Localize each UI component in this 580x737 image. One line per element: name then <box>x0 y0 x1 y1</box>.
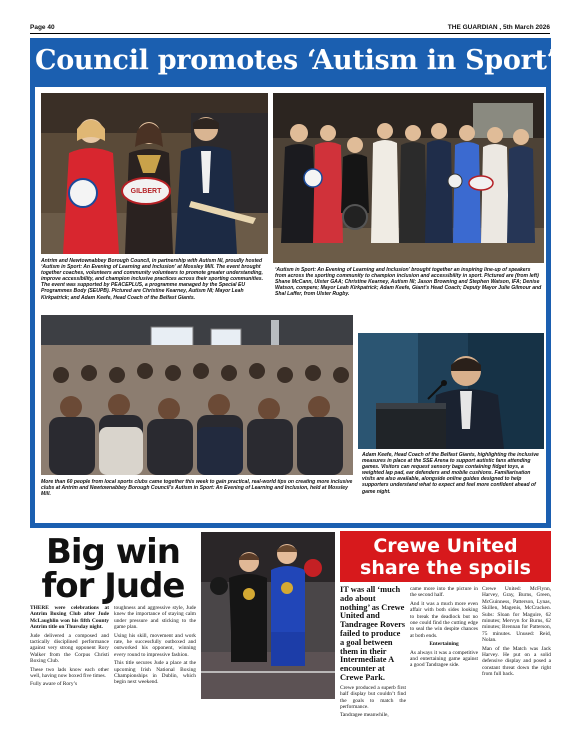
ball-brand-text: GILBERT <box>130 188 162 195</box>
crewe-lead: IT was all ‘much ado about nothing’ as Crewe United and Tandragee Rovers failed to produce a goal between them in their Intermediate A encounter at Crewe Park. <box>340 585 406 682</box>
page-number: Page 40 <box>30 24 55 31</box>
photo-boxers <box>201 532 335 699</box>
issue-date: THE GUARDIAN , 5th March 2026 <box>447 24 550 31</box>
crewe-paragraph: Crewe produced a superb first half display but couldn’t find the goals to match the performance. <box>340 684 406 710</box>
jude-lead: THERE were celebrations at Antrim Boxing Club after Jude McLaughlin won his fifth County Antrim title on Thursday night. <box>30 605 109 631</box>
crewe-paragraph: And it was a much more even affair with both sides looking to break the deadlock but no one could find the cutting edge to seal the win despite chances at both ends. <box>410 600 478 639</box>
crewe-column-3 <box>482 586 551 680</box>
jude-paragraph: toughness and aggressive style, Jude knew the importance of staying calm under pressure and sticking to the game plan. <box>114 605 196 631</box>
feature-box <box>30 38 556 528</box>
caption-photo-1: Antrim and Newtownabbey Borough Council, in partnership with Autism NI, proudly hosted ‘Autism in Sport: An Evening of Learning and Inclusion’ at Mossley Mill. The event brought together coaches, volunteers and community volunteers to promote greater understanding, improve accessibility, and champion inclusive practices across their sporting communities. The event was supported by PEACEPLUS, a programme managed by the Special EU Programmes Body (SEUPB). Pictured are Christine Kearney, Autism NI; Mayor Leah Kirkpatrick; and Adam Keefe, Head Coach of the Belfast Giants. <box>41 258 264 301</box>
page-header <box>30 24 550 34</box>
crewe-headline-line1: Crewe United <box>373 535 518 557</box>
jude-paragraph: Using his skill, movement and work rate, he successfully outboxed and outworked his opponent, winning every round to impressive fashion. <box>114 632 196 658</box>
photo-audience <box>41 315 353 475</box>
crewe-paragraph: Man of the Match was Jack Harvey. He put on a solid defensive display and posed a constant threat down the right from full back. <box>482 645 551 678</box>
caption-photo-2: ‘Autism in Sport: An Evening of Learning and Inclusion’ brought together an inspiring line-up of speakers from across the sporting community to champion inclusion and accessibility in sport. Pictured are (from left) Shane McCann, Ulster GAA; Christine Kearney, Autism NI; Jason Browning and Stephen Watson, IFA; Denise Watson, compere; Mayor Leah Kirkpatrick; Adam Keefe, Giant’s Head Coach; Deputy Mayor Julie Gilmour and Shal Laffer, from Ulster Rugby. <box>275 267 542 298</box>
jude-column-1 <box>30 605 109 690</box>
photo-speakers-group <box>273 93 544 263</box>
crewe-column-2 <box>410 586 478 671</box>
photo-mayor-and-guests <box>41 93 268 254</box>
feature-title: Council promotes ‘Autism in Sport’ <box>35 45 556 76</box>
jude-headline-line1: Big win <box>45 532 180 572</box>
jude-paragraph: This title secures Jude a place at the upcoming Irish National Boxing Championships in Dublin, which begin next weekend. <box>114 660 196 686</box>
crewe-paragraph: came more into the picture in the second half. <box>410 586 478 599</box>
crewe-column-1 <box>340 586 406 721</box>
jude-paragraph: Fully aware of Rory’s <box>30 681 78 688</box>
jude-headline-line2: for Jude <box>41 566 185 606</box>
jude-headline <box>30 532 196 606</box>
caption-photo-3: More than 60 people from local sports clubs came together this week to gain practical, real-world tips on creating more inclusive clubs at Antrim and Newtownabbey Borough Council’s Autism in Sport: An Evening of Learning and Inclusion, held at Mossley Mill. <box>41 479 353 498</box>
crewe-headline-line2: share the spoils <box>360 557 531 579</box>
caption-photo-4: Adam Keefe, Head Coach of the Belfast Giants, highlighting the inclusive measures in place at the SSE Arena to support autistic fans attending games. Visitors can request sensory bags containing fidget toys, a weighted lap pad, ear defenders and mobile cushions. Familiarisation visits are also available, alongside online guides designed to help supporters understand what to expect and feel more confident ahead of game night. <box>358 449 544 498</box>
jude-paragraph: These two lads know each other well, having now boxed five times. <box>30 666 109 680</box>
crewe-subhead: Entertaining <box>429 641 459 648</box>
crewe-headline <box>340 531 551 582</box>
crewe-paragraph: As always it was a competitive and entertaining game against a good Tandragee side. <box>410 649 478 669</box>
jude-paragraph: Jude delivered a composed and tactically disciplined performance against very strong opponent Rory Walker from the Corpus Christi Boxing Club. <box>30 632 109 665</box>
feature-inner <box>35 87 546 523</box>
crewe-paragraph: Tandragee meanwhile, <box>340 712 389 719</box>
photo-speaker-podium <box>358 333 544 449</box>
jude-column-2 <box>114 605 196 688</box>
crewe-lineup: Crewe United: McFlynn, Harvey, Gray, Burns, Green, McGuinness, Patterson, Lynas, Skillen, Magenis, McCracken. Subs: Sloan for Maguire, 62 minutes; Mervyn for Burns, 62 minutes; Brennan for Patterson, 75 minutes. Unused: Reid, Nolan. <box>482 586 551 644</box>
